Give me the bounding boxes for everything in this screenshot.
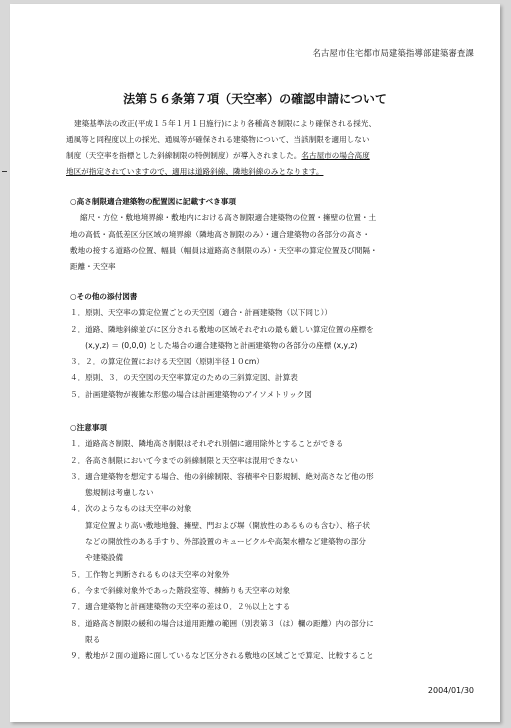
section-notes — [70, 420, 470, 664]
list-item: などの開放性のある手すり、外部設置のキュービクルや高架水槽など建築物の部分 — [70, 537, 366, 547]
intro-line — [66, 148, 466, 164]
section-line: 地の高低・高低差区分区域の境界線（隣地高さ制限のみ）・適合建築物の各部分の高さ・ — [70, 229, 370, 239]
section-attachments — [70, 289, 470, 403]
intro-line: 建築基準法の改正(平成１５年１月１日施行)により各種高さ制限により確保される採光、 — [74, 119, 377, 128]
list-item: ３．２．の算定位置における天空図（原則半径１０cm） — [70, 357, 264, 367]
section-line: 距離・天空率 — [70, 262, 116, 272]
section-heading: ○注意事項 — [70, 423, 108, 432]
section-layout-items — [70, 194, 470, 275]
document-date: 2004/01/30 — [427, 686, 474, 695]
underlined-text: 地区が指定されていますので、適用は道路斜線、隣地斜線のみとなります。 — [66, 167, 324, 176]
list-item: ８．道路高さ制限の緩和の場合は道用距離の範囲（別表第３（は）欄の距離）内の部分に — [70, 618, 374, 628]
list-item: ２．道路、隣地斜線並びに区分される敷地の区域それぞれの最も厳しい算定位置の座標を — [70, 324, 374, 334]
list-item: ６．今まで斜線対象外であった階段室等、棟飾りも天空率の対象 — [70, 585, 291, 595]
underlined-text: 名古屋市の場合高度 — [301, 151, 370, 160]
section-line: 縮尺・方位・敷地境界線・敷地内における高さ制限適合建築物の位置・擁壁の位置・土 — [80, 213, 377, 223]
document-page — [10, 4, 500, 722]
section-heading: ○高さ制限適合建築物の配置図に記載すべき事項 — [70, 197, 236, 206]
margin-mark — [2, 171, 7, 172]
list-item: １．道路高さ制限、隣地高さ制限はそれぞれ別個に適用除外とすることができる — [70, 439, 344, 449]
list-item: (x,y,z) ＝ (0,0,0) とした場合の適合建築物と計画建築物の各部分の座標 (x,y,z) — [70, 340, 358, 350]
list-item: 算定位置より高い敷地地盤、擁壁、門および塀（開放性のあるものも含む）、格子状 — [70, 520, 370, 530]
department-name: 名古屋市住宅都市局建築指導部建築審査課 — [312, 48, 474, 58]
list-item: ５．工作物と判断されるものは天空率の対象外 — [70, 569, 230, 579]
list-item: ４．次のようなものは天空率の対象 — [70, 504, 192, 514]
list-item: １．原則、天空率の算定位置ごとの天空図（適合・計画建築物（以下同じ）） — [70, 308, 332, 318]
intro-line-text: 制度（天空率を指標とした斜線制限の特例制度）が導入されました。 — [66, 151, 302, 160]
list-item: ７．適合建築物と計画建築物の天空率の差は０．２％以上とする — [70, 602, 291, 612]
section-line: 敷地の接する道路の位置、幅員（幅員は道路高さ制限のみ）・天空率の算定位置及び間隔・ — [70, 245, 378, 255]
page-title: 法第５６条第７項（天空率）の確認申請について — [123, 92, 387, 106]
list-item: 態規制は考慮しない — [70, 488, 154, 498]
list-item: ５．計画建築物が複雑な形態の場合は計画建築物のアイソメトリック図 — [70, 389, 312, 399]
list-item: ２．各高さ制限において今までの斜線制限と天空率は混用できない — [70, 455, 298, 465]
list-item: ３．適合建築物を想定する場合、他の斜線制限、容積率や日影規制、絶対高さなど他の形 — [70, 471, 374, 481]
list-item: 限る — [70, 634, 101, 644]
intro-line: 通風等と同程度以上の採光、通風等が確保される建築物について、当該制限を適用しない — [66, 135, 370, 144]
list-item: ４．原則、３．の天空図の天空率算定のための三斜算定図、計算表 — [70, 373, 298, 383]
section-heading: ○その他の添付図書 — [70, 292, 138, 301]
list-item: ９．敷地が２面の道路に面しているなど区分される敷地の区域ごとで算定、比較すること — [70, 651, 374, 661]
list-item: や建築設備 — [70, 553, 124, 563]
intro-paragraph — [66, 116, 466, 180]
